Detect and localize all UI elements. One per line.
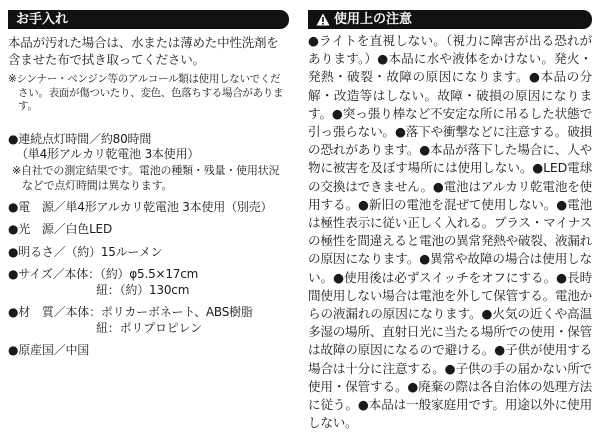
care-note: ※シンナー・ベンジン等のアルコール類は使用しないでください。表面が傷ついたり、変色、色落ちする場合があります。 <box>8 73 284 112</box>
spec-light-source: ●光 源／白色LED <box>8 222 112 236</box>
care-header <box>8 10 289 29</box>
care-title: お手入れ <box>16 12 69 27</box>
spec-lighting-time-sub: （単4形アルカリ乾電池 3本使用） <box>16 147 200 161</box>
spec-lighting-time <box>8 132 289 193</box>
spec-brightness: ●明るさ／（約）15ルーメン <box>8 244 163 259</box>
caution-title: 使用上の注意 <box>334 12 413 27</box>
spec-material <box>8 305 289 336</box>
spec-list <box>8 132 289 359</box>
spec-material-cord: 紐：ポリプロピレン <box>96 320 202 335</box>
care-section <box>8 10 289 366</box>
warning-triangle-icon <box>316 13 330 26</box>
spec-size-cord: 紐：（約）130cm <box>96 282 190 297</box>
spec-lighting-time-note: ※自社での測定結果です。電池の種類・残量・使用状況などで点灯時間は異なります。 <box>12 163 280 192</box>
spec-size <box>8 267 289 298</box>
spec-lighting-time-label: ●連続点灯時間／約80時間 <box>8 131 152 146</box>
spec-origin: ●原産国／中国 <box>8 343 90 357</box>
care-instructions: 本品が汚れた場合は、水または薄めた中性洗剤を含ませた布で拭き取ってください。 <box>8 35 279 67</box>
spec-power: ●電 源／単4形アルカリ乾電池 3本使用（別売） <box>8 199 273 214</box>
spec-material-body: ●材 質／本体：ポリカーボネート、ABS樹脂 <box>8 305 253 319</box>
spec-size-body: ●サイズ／本体：（約）φ5.5×17cm <box>8 267 199 281</box>
caution-section <box>308 10 592 432</box>
caution-header <box>308 10 592 29</box>
caution-body: ●ライトを直視しない。（視力に障害が出る恐れがあります。）●本品に水や液体をかけない。発火・発熱・破裂・故障の原因になります。●本品の分解・改造等はしない。故障・破損の原因になります。●突っ張り棒など不安定な所に吊るした状態で引っ張らない。●落下や衝撃などに注意する。破損の恐れがあります。●本品が落下した場合に、人や物に被害を及ぼす場所には使用しない。●LED電球の交換はできません。●電池はアルカリ乾電池を使用する。●新旧の電池を混ぜて使用しない。●電池は極性表示に従い正しく入れる。プラス・マイナスの極性を間違えると電池の異常発熱や破裂、液漏れの原因になります。●異常や故障の場合は使用しない。●使用後は必ずスイッチをオフにする。●長時間使用しない場合は電池を外して保管する。電池からの液漏れの原因になります。●火気の近くや高温多湿の場所、直射日光に当たる場所での使用・保管は故障の原因になるので避ける。●子供が使用する場合は十分に注意する。●子供の手の届かない所で使用・保管する。●廃棄の際は各自治体の処理方法に従う。●本品は一般家庭用です。用途以外に使用しない。 <box>308 33 592 431</box>
